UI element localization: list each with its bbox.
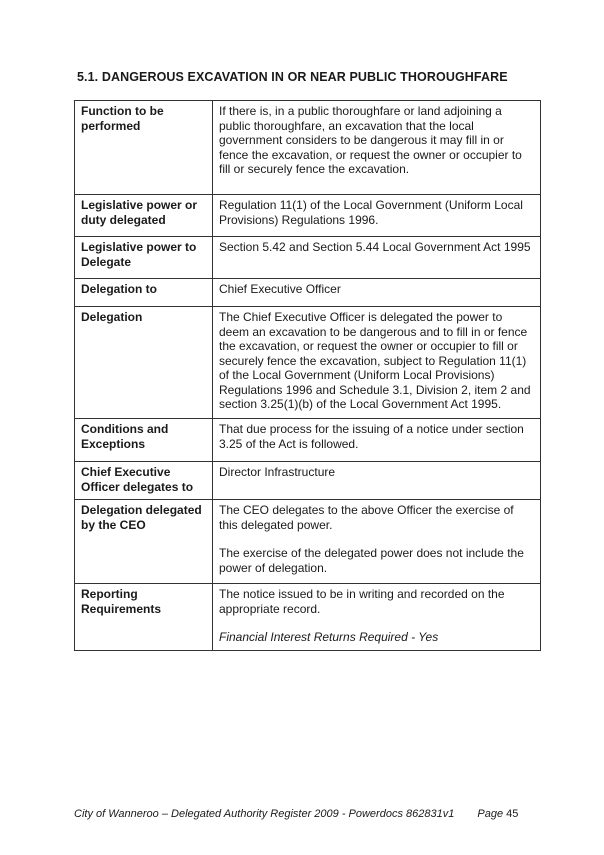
row-label: Delegation delegated by the CEO: [75, 500, 213, 584]
row-value: That due process for the issuing of a notice under section 3.25 of the Act is followed.: [213, 419, 541, 462]
table-row: [75, 500, 541, 584]
page-footer: [74, 808, 518, 820]
row-value: Chief Executive Officer: [213, 279, 541, 307]
row-label: Delegation to: [75, 279, 213, 307]
table-row: [75, 195, 541, 237]
financial-interest-note: Financial Interest Returns Required - Yes: [219, 630, 439, 644]
row-value: Director Infrastructure: [213, 462, 541, 500]
section-heading: 5.1. DANGEROUS EXCAVATION IN OR NEAR PUBLIC THOROUGHFARE: [77, 70, 508, 84]
row-label: Function to be performed: [75, 101, 213, 195]
row-value: [213, 584, 541, 651]
table-row: [75, 419, 541, 462]
row-value: The Chief Executive Officer is delegated the power to deem an excavation to be dangerous and to fill in or fence the excavation, or request the owner or occupier to fill or securely fence the excavation, subject to Regulation 11(1) of the Local Government (Uniform Local Provisions) Regulations 1996 and Schedule 3.1, Division 2, item 2 and section 3.25(1)(b) of the Local Government Act 1995.: [213, 307, 541, 419]
row-value: [213, 500, 541, 584]
table-row: [75, 584, 541, 651]
table-row: [75, 279, 541, 307]
page-label: Page: [477, 808, 504, 820]
footer-text: City of Wanneroo – Delegated Authority Register 2009 - Powerdocs 862831v1: [74, 808, 455, 820]
table-row: [75, 462, 541, 500]
row-label: Legislative power to Delegate: [75, 237, 213, 279]
page-number: 45: [506, 808, 519, 820]
table-row: [75, 307, 541, 419]
row-value-paragraph: The CEO delegates to the above Officer the exercise of this delegated power.: [219, 503, 514, 532]
table-row: [75, 237, 541, 279]
row-value: Regulation 11(1) of the Local Government (Uniform Local Provisions) Regulations 1996.: [213, 195, 541, 237]
row-label: Delegation: [75, 307, 213, 419]
row-value: Section 5.42 and Section 5.44 Local Government Act 1995: [213, 237, 541, 279]
row-value: If there is, in a public thoroughfare or land adjoining a public thoroughfare, an excavation that the local government considers to be dangerous it may fill in or fence the excavation, or request the owner or occupier to fill or securely fence the excavation.: [213, 101, 541, 195]
row-label: Conditions and Exceptions: [75, 419, 213, 462]
row-value-paragraph: The notice issued to be in writing and recorded on the appropriate record.: [219, 587, 505, 616]
delegation-table: [74, 100, 541, 651]
row-label: Reporting Requirements: [75, 584, 213, 651]
row-value-paragraph: The exercise of the delegated power does not include the power of delegation.: [219, 546, 524, 575]
page-indicator: [477, 808, 518, 820]
row-label: Legislative power or duty delegated: [75, 195, 213, 237]
table-row: [75, 101, 541, 195]
row-label: Chief Executive Officer delegates to: [75, 462, 213, 500]
